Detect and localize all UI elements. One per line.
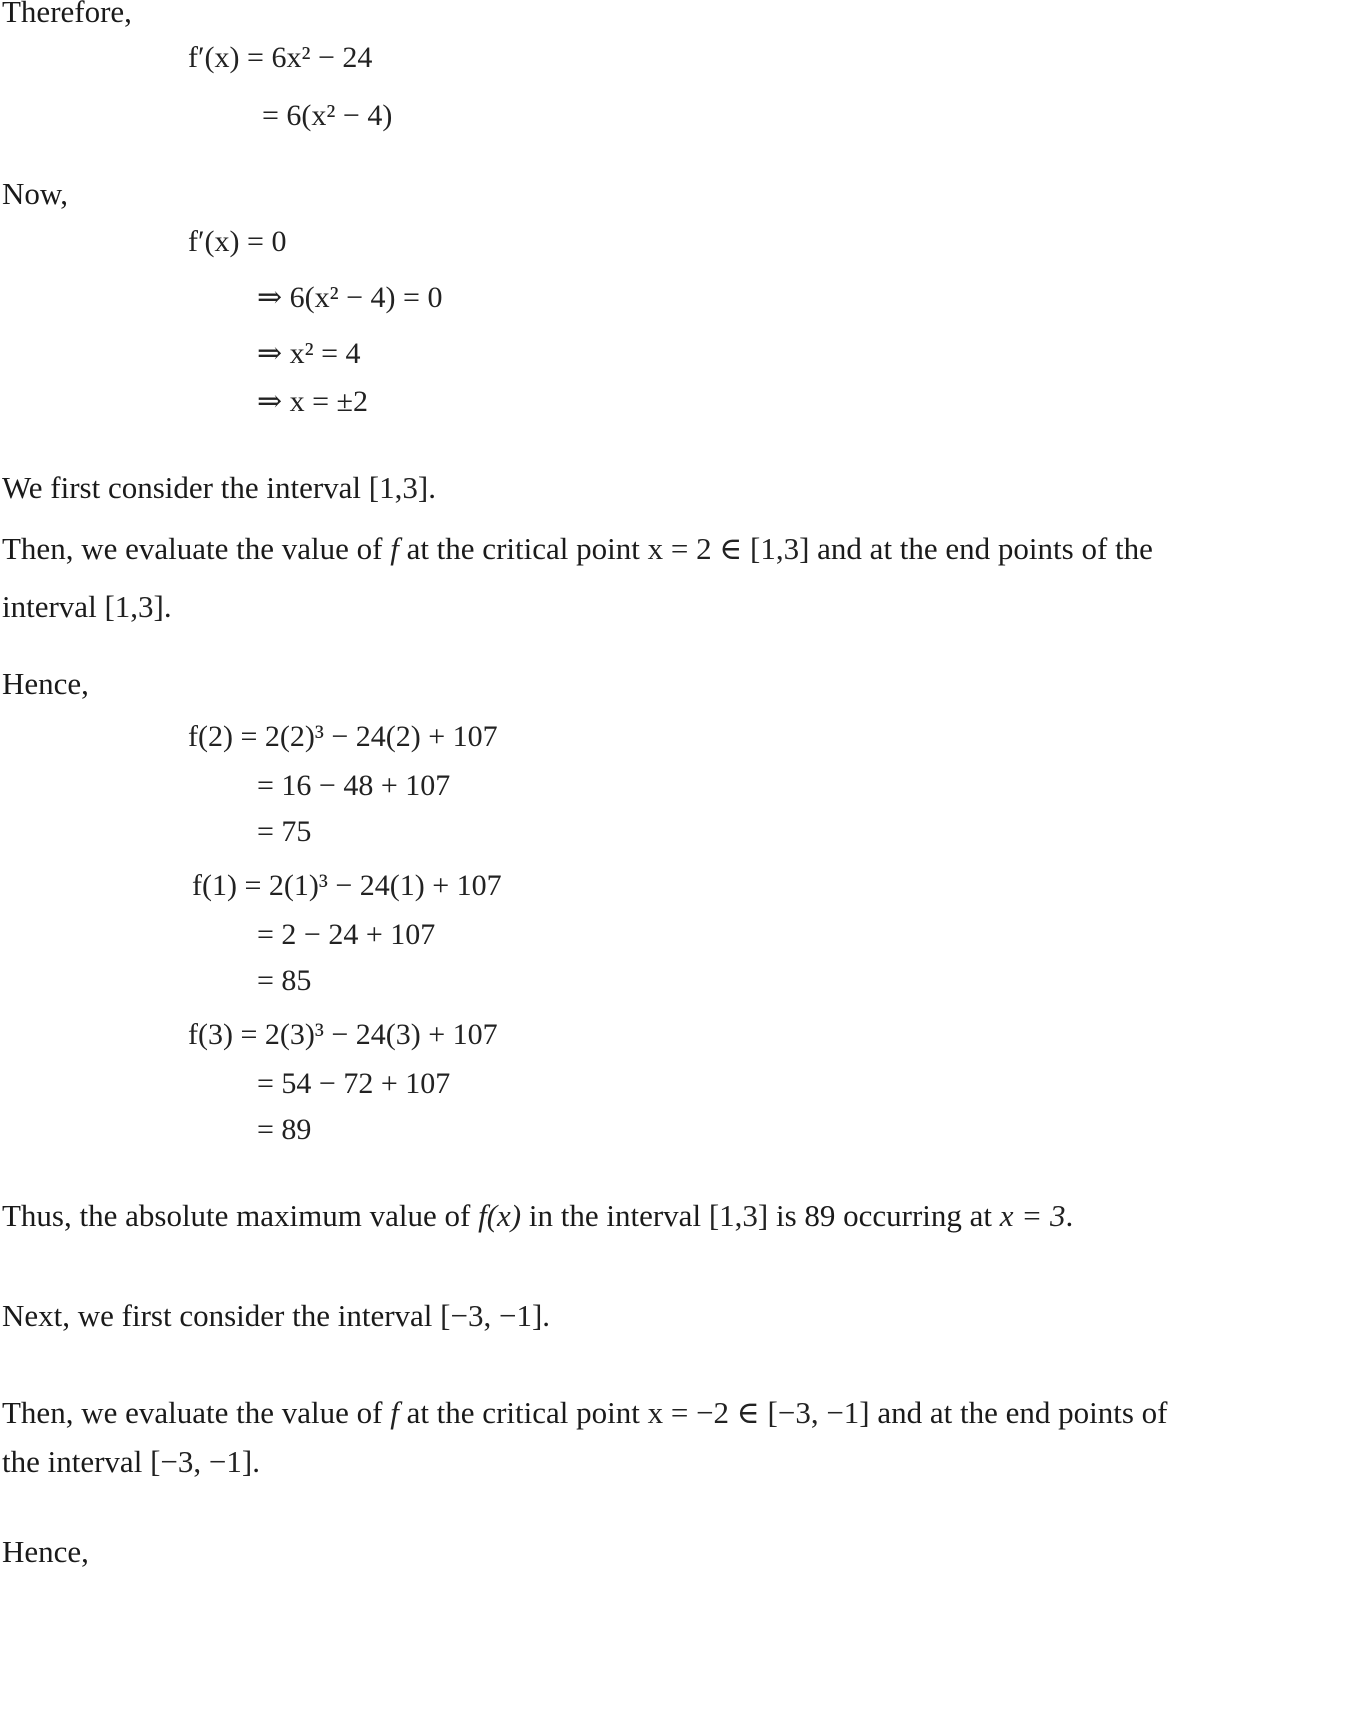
paragraph-text: Thus, the absolute maximum value of bbox=[2, 1198, 471, 1233]
paragraph-text: is 89 occurring at bbox=[775, 1198, 993, 1233]
critical-point-math: x = 2 ∈ [1,3] bbox=[647, 531, 810, 566]
derivative-equation-line-2: = 6(x² − 4) bbox=[262, 99, 393, 132]
f1-equation-line-3: = 85 bbox=[257, 964, 312, 997]
paragraph-text: We first consider the interval bbox=[2, 470, 362, 505]
interval-math: [1,3] bbox=[708, 1198, 769, 1233]
derivative-equation-line-1: f′(x) = 6x² − 24 bbox=[188, 41, 373, 74]
paragraph-evaluate-critical-line-1 bbox=[2, 531, 1153, 567]
paragraph-text: the interval bbox=[2, 1444, 143, 1479]
paragraph-text: in the interval bbox=[528, 1198, 702, 1233]
function-math: f(x) bbox=[478, 1198, 522, 1233]
interval-math: [−3, −1] bbox=[440, 1298, 543, 1333]
hence-label-2: Hence, bbox=[2, 1534, 89, 1569]
function-symbol: f bbox=[390, 531, 399, 566]
paragraph-text: Then, we evaluate the value of bbox=[2, 531, 383, 566]
f3-equation-line-2: = 54 − 72 + 107 bbox=[257, 1067, 451, 1100]
f3-equation-line-3: = 89 bbox=[257, 1113, 312, 1146]
paragraph-text: Next, we first consider the interval bbox=[2, 1298, 433, 1333]
value-math: x = 3 bbox=[999, 1198, 1066, 1233]
critical-equation-line-2: ⇒ 6(x² − 4) = 0 bbox=[257, 281, 443, 314]
interval-math: [1,3] bbox=[104, 589, 164, 624]
f2-equation-line-2: = 16 − 48 + 107 bbox=[257, 769, 451, 802]
interval-math: [1,3] bbox=[368, 470, 429, 505]
f1-equation-line-1: f(1) = 2(1)³ − 24(1) + 107 bbox=[192, 869, 502, 902]
f3-equation-line-1: f(3) = 2(3)³ − 24(3) + 107 bbox=[188, 1018, 498, 1051]
function-symbol: f bbox=[390, 1395, 399, 1430]
critical-point-math: x = −2 ∈ [−3, −1] bbox=[647, 1395, 870, 1430]
paragraph-evaluate-negative-line-1 bbox=[2, 1395, 1168, 1431]
paragraph-next-interval: Next, we first consider the interval [−3, −1]. bbox=[2, 1298, 551, 1333]
paragraph-evaluate-negative-line-2: the interval [−3, −1]. bbox=[2, 1444, 260, 1479]
hence-label: Hence, bbox=[2, 666, 89, 701]
paragraph-text: Then, we evaluate the value of bbox=[2, 1395, 383, 1430]
paragraph-text: at the critical point bbox=[406, 1395, 640, 1430]
therefore-label: Therefore, bbox=[2, 0, 132, 29]
paragraph-first-interval: We first consider the interval [1,3]. bbox=[2, 470, 436, 505]
conclusion-paragraph: Thus, the absolute maximum value of f(x) in the interval [1,3] is 89 occurring at x = 3. bbox=[2, 1198, 1074, 1233]
critical-equation-line-1: f′(x) = 0 bbox=[188, 225, 287, 258]
paragraph-text: interval bbox=[2, 589, 97, 624]
f2-equation-line-1: f(2) = 2(2)³ − 24(2) + 107 bbox=[188, 720, 498, 753]
critical-equation-line-3: ⇒ x² = 4 bbox=[257, 337, 361, 370]
f2-equation-line-3: = 75 bbox=[257, 815, 312, 848]
paragraph-text: and at the end points of bbox=[877, 1395, 1168, 1430]
f1-equation-line-2: = 2 − 24 + 107 bbox=[257, 918, 436, 951]
paragraph-text: and at the end points of the bbox=[817, 531, 1153, 566]
now-label: Now, bbox=[2, 176, 69, 211]
interval-math: [−3, −1] bbox=[150, 1444, 253, 1479]
critical-equation-line-4: ⇒ x = ±2 bbox=[257, 385, 369, 418]
paragraph-evaluate-critical-line-2: interval [1,3]. bbox=[2, 589, 172, 624]
paragraph-text: at the critical point bbox=[406, 531, 640, 566]
